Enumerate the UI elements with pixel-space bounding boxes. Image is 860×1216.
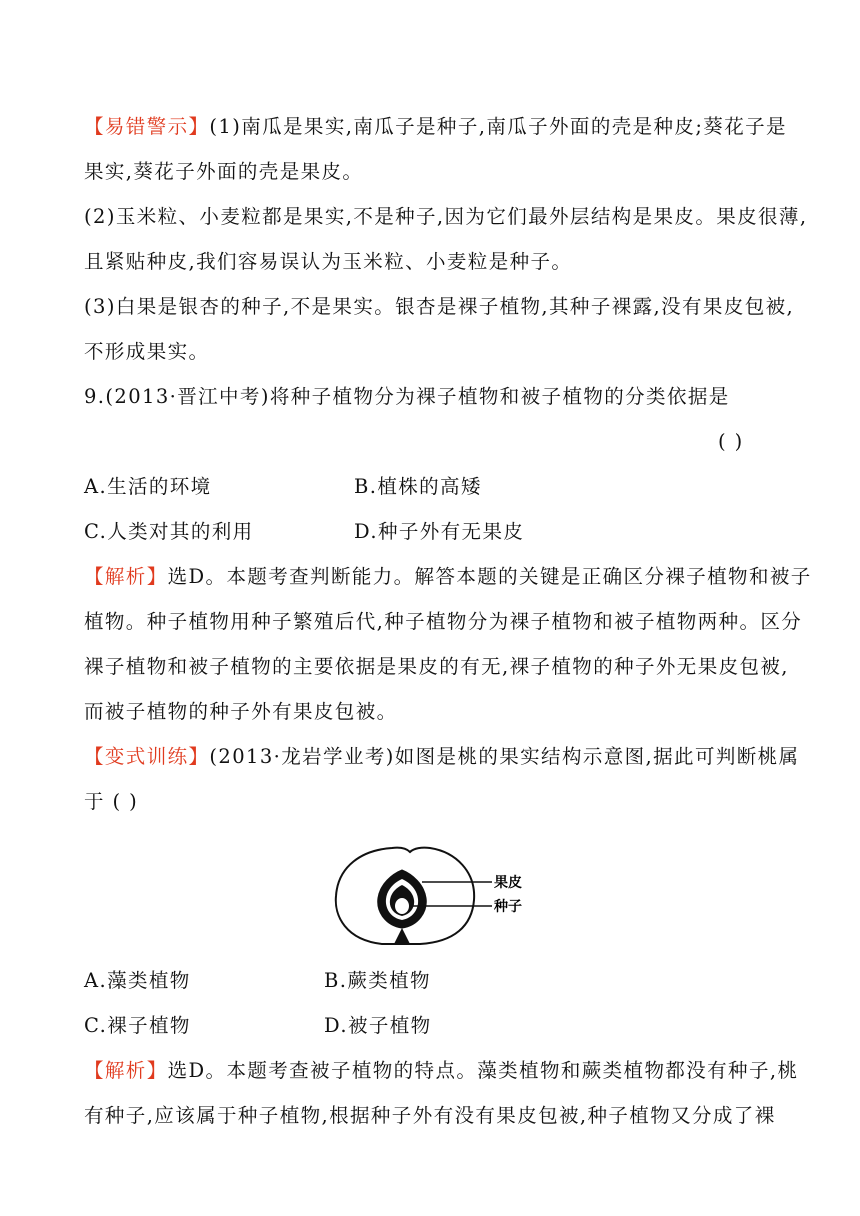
warning-p3-line1: (3)白果是银杏的种子,不是果实。银杏是裸子植物,其种子裸露,没有果皮包被, [84,295,795,318]
analysis-1-line-4: 而被子植物的种子外有果皮包被。 [84,700,398,723]
variant-option-a: A.藻类植物 [84,969,191,992]
analysis-2-line-2: 有种子,应该属于种子植物,根据种子外有没有果皮包被,种子植物又分成了裸 [84,1104,776,1127]
analysis-1-line-2: 植物。种子植物用种子繁殖后代,种子植物分为裸子植物和被子植物两种。区分 [84,610,803,633]
figure-label-seed: 种子 [494,899,522,915]
warning-tag: 【易错警示】 [84,115,210,138]
question-9-options-row-1 [84,472,784,502]
peach-fruit-diagram [330,836,540,948]
question-9-options-row-2 [84,517,784,547]
warning-line-1 [84,112,787,142]
option-a: A.生活的环境 [84,475,212,498]
question-9-answer-paren: ( ) [718,430,744,453]
variant-line-1 [84,742,800,772]
variant-text-1: (2013·龙岩学业考)如图是桃的果实结构示意图,据此可判断桃属 [209,745,800,768]
warning-p3-line2: 不形成果实。 [84,340,210,363]
analysis-2-line-1 [84,1056,799,1086]
variant-tag: 【变式训练】 [84,745,210,768]
peach-fruit-diagram-icon [330,836,540,948]
analysis-tag: 【解析】 [84,565,168,588]
analysis-2-text-1: 选D。本题考查被子植物的特点。藻类植物和蕨类植物都没有种子,桃 [167,1059,799,1082]
warning-p1-line1: (1)南瓜是果实,南瓜子是种子,南瓜子外面的壳是种皮;葵花子是 [209,115,787,138]
variant-option-c: C.裸子植物 [84,1014,191,1037]
variant-option-d: D.被子植物 [324,1014,432,1037]
option-c: C.人类对其的利用 [84,520,254,543]
variant-options-row-1 [84,966,784,996]
analysis-2-tag: 【解析】 [84,1059,168,1082]
variant-options-row-2 [84,1011,784,1041]
question-9-stem: 9.(2013·晋江中考)将种子植物分为裸子植物和被子植物的分类依据是 [84,385,730,408]
figure-label-pericarp: 果皮 [494,875,522,891]
analysis-1-line-1 [84,562,812,592]
option-b: B.植株的高矮 [354,475,482,498]
warning-p1-line2: 果实,葵花子外面的壳是果皮。 [84,160,364,183]
variant-line-2: 于 ( ) [84,790,139,813]
variant-option-b: B.蕨类植物 [324,969,431,992]
analysis-1-text-1: 选D。本题考查判断能力。解答本题的关键是正确区分裸子植物和被子 [167,565,812,588]
analysis-1-line-3: 裸子植物和被子植物的主要依据是果皮的有无,裸子植物的种子外无果皮包被, [84,655,789,678]
warning-p2-line1: (2)玉米粒、小麦粒都是果实,不是种子,因为它们最外层结构是果皮。果皮很薄, [84,205,808,228]
option-d: D.种子外有无果皮 [354,520,525,543]
warning-p2-line2: 且紧贴种皮,我们容易误认为玉米粒、小麦粒是种子。 [84,250,573,273]
